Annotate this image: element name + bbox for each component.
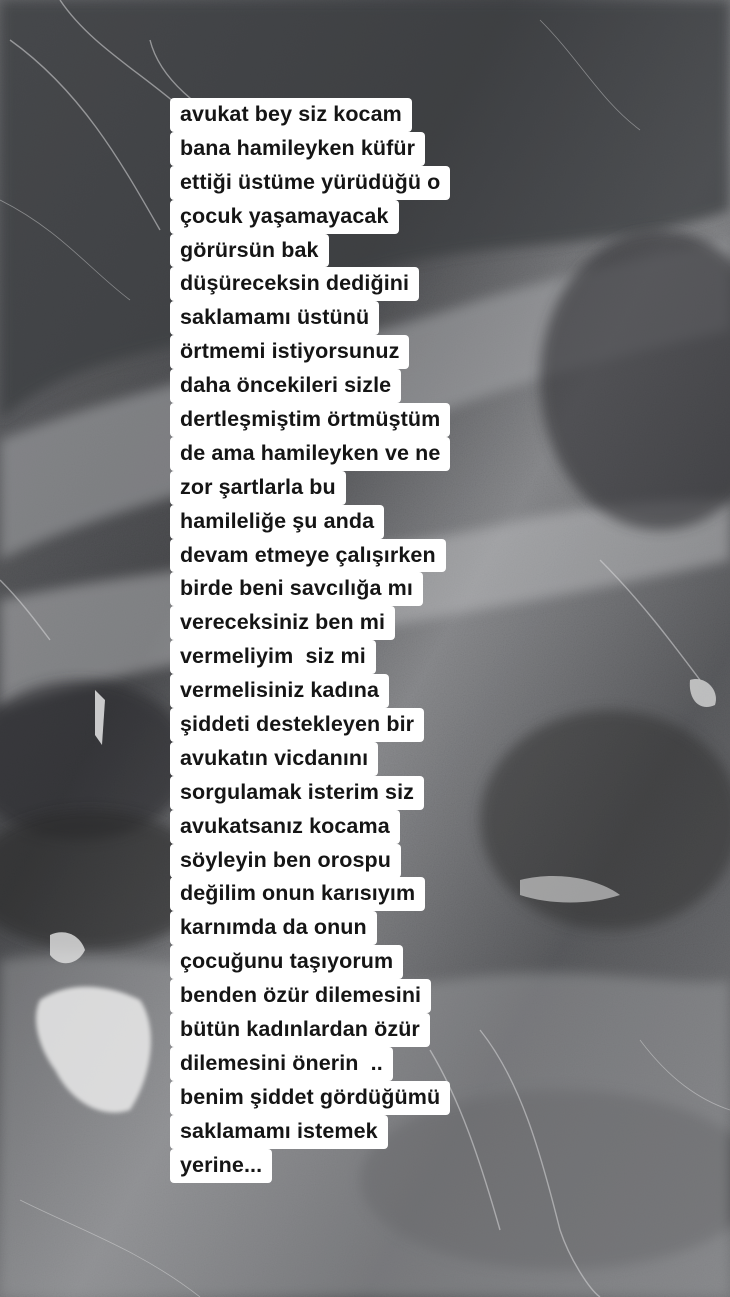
story-text-line — [170, 979, 520, 1013]
story-text-line-highlight: saklamamı istemek — [170, 1115, 388, 1149]
story-text-line — [170, 301, 520, 335]
story-text-line-highlight: çocuk yaşamayacak — [170, 200, 399, 234]
story-text — [170, 98, 520, 1183]
story-text-line — [170, 267, 520, 301]
story-text-line-highlight: benim şiddet gördüğümü — [170, 1081, 450, 1115]
story-text-line-highlight: devam etmeye çalışırken — [170, 539, 446, 573]
story-text-line-highlight: de ama hamileyken ve ne — [170, 437, 450, 471]
story-text-line-highlight: hamileliğe şu anda — [170, 505, 384, 539]
story-text-line-highlight: vermelisiniz kadına — [170, 674, 389, 708]
story-text-line-highlight: birde beni savcılığa mı — [170, 572, 423, 606]
story-text-line — [170, 437, 520, 471]
story-text-line — [170, 1081, 520, 1115]
story-text-line-highlight: çocuğunu taşıyorum — [170, 945, 403, 979]
story-text-line — [170, 335, 520, 369]
story-text-line-highlight: şiddeti destekleyen bir — [170, 708, 424, 742]
story-text-line-highlight: dilemesini önerin .. — [170, 1047, 393, 1081]
story-text-line — [170, 539, 520, 573]
story-text-line-highlight: düşüreceksin dediğini — [170, 267, 419, 301]
story-text-line-highlight: ettiği üstüme yürüdüğü o — [170, 166, 450, 200]
story-text-line-highlight: avukat bey siz kocam — [170, 98, 412, 132]
story-text-line — [170, 742, 520, 776]
story-text-line — [170, 1013, 520, 1047]
story-text-line-highlight: avukatın vicdanını — [170, 742, 378, 776]
story-text-line — [170, 1115, 520, 1149]
story-text-line-highlight: sorgulamak isterim siz — [170, 776, 424, 810]
story-text-line — [170, 776, 520, 810]
story-text-line — [170, 403, 520, 437]
story-text-line — [170, 98, 520, 132]
story-text-line-highlight: saklamamı üstünü — [170, 301, 379, 335]
story-text-line — [170, 132, 520, 166]
story-text-line — [170, 810, 520, 844]
story-text-line — [170, 606, 520, 640]
story-text-line — [170, 471, 520, 505]
story-text-line-highlight: görürsün bak — [170, 234, 329, 268]
story-text-line — [170, 1047, 520, 1081]
story-text-line-highlight: daha öncekileri sizle — [170, 369, 401, 403]
story-text-line — [170, 369, 520, 403]
story-text-line-highlight: vermeliyim siz mi — [170, 640, 376, 674]
story-text-line — [170, 1149, 520, 1183]
story-text-line-highlight: avukatsanız kocama — [170, 810, 400, 844]
story-text-line — [170, 708, 520, 742]
story-text-line-highlight: örtmemi istiyorsunuz — [170, 335, 409, 369]
story-text-line-highlight: vereceksiniz ben mi — [170, 606, 395, 640]
story-text-line-highlight: benden özür dilemesini — [170, 979, 431, 1013]
story-text-line — [170, 234, 520, 268]
story-text-line-highlight: zor şartlarla bu — [170, 471, 346, 505]
story-text-line — [170, 844, 520, 878]
story-text-line-highlight: bütün kadınlardan özür — [170, 1013, 430, 1047]
story-text-line — [170, 877, 520, 911]
story-text-line — [170, 572, 520, 606]
story-text-line — [170, 166, 520, 200]
story-text-line — [170, 945, 520, 979]
story-text-line — [170, 200, 520, 234]
story-text-line — [170, 911, 520, 945]
story-text-line-highlight: yerine... — [170, 1149, 272, 1183]
story-text-line-highlight: söyleyin ben orospu — [170, 844, 401, 878]
story-text-line — [170, 505, 520, 539]
story-text-line-highlight: bana hamileyken küfür — [170, 132, 425, 166]
story-text-line — [170, 674, 520, 708]
story-text-line-highlight: dertleşmiştim örtmüştüm — [170, 403, 450, 437]
story-text-line-highlight: karnımda da onun — [170, 911, 377, 945]
story-text-line — [170, 640, 520, 674]
story-text-line-highlight: değilim onun karısıyım — [170, 877, 425, 911]
